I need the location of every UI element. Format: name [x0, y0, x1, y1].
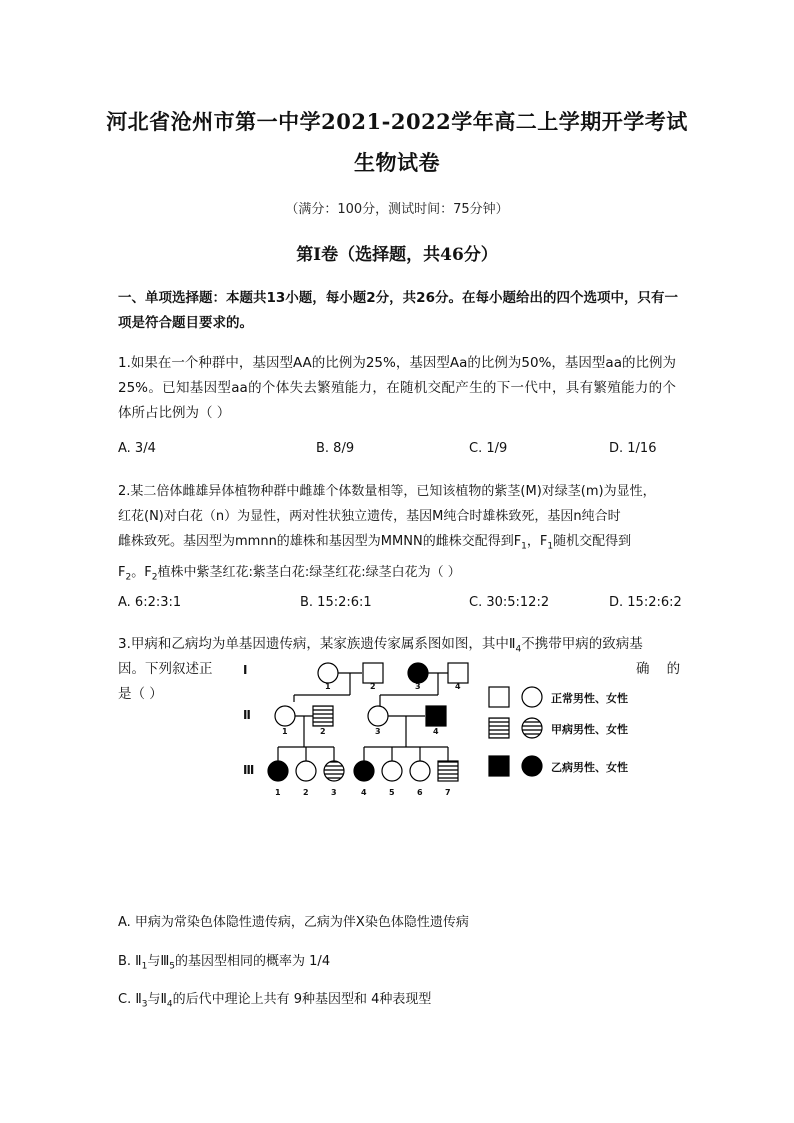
gen3-num-4: 4: [361, 788, 367, 797]
gen-label-3: Ⅲ: [243, 763, 255, 777]
question-3-option-b: B. $Ⅱ_1$与$Ⅲ_5$的基因型相同的概率为 1/4: [118, 954, 331, 972]
gen2-male-4: [426, 706, 446, 726]
question-1-option-d: D. 1/16: [609, 441, 657, 456]
gen2-num-3: 3: [375, 727, 381, 736]
gen3-female-1: [268, 761, 288, 781]
question-2-option-b: B. 15:2:6:1: [300, 595, 372, 610]
gen3-num-3: 3: [331, 788, 337, 797]
exam-title-line1: 河北省沧州市第一中学2021-2022学年高二上学期开学考试: [106, 109, 688, 134]
gen2-female-3: [368, 706, 388, 726]
gen3-num-6: 6: [417, 788, 423, 797]
legend-normal-label: 正常男性、女性: [551, 692, 628, 705]
question-3-line2b: 确 的: [636, 661, 681, 677]
gen-label-1: Ⅰ: [243, 663, 248, 677]
gen1-male-2: [363, 663, 383, 683]
question-2-option-c: C. 30:5:12:2: [469, 595, 550, 610]
gen3-num-2: 2: [303, 788, 309, 797]
question-2-line1: 2.某二倍体雌雄异体植物种群中雌雄个体数量相等，已知该植物的紫茎(M)对绿茎(m)为显性，: [118, 484, 656, 499]
question-2-option-a: A. 6:2:3:1: [118, 595, 182, 610]
gen1-num-3: 3: [415, 682, 421, 691]
gen3-num-5: 5: [389, 788, 395, 797]
gen2-num-1: 1: [282, 727, 288, 736]
legend-disease-a-male: [489, 718, 509, 738]
gen1-male-4: [448, 663, 468, 683]
gen3-female-3: [324, 761, 344, 781]
question-3-line1: 3.甲病和乙病均为单基因遗传病，某家族遗传家属系图如图，其中$Ⅱ_4$不携带甲病的致病基: [118, 636, 643, 655]
legend-disease-b-label: 乙病男性、女性: [551, 761, 628, 774]
section-intro: 一、单项选择题：本题共13小题，每小题2分，共26分。在每小题给出的四个选项中，只有一项是符合题目要求的。: [118, 290, 678, 331]
legend-disease-b-male: [489, 756, 509, 776]
question-2-option-d: D. 15:2:6:2: [609, 595, 682, 610]
legend-disease-a-label: 甲病男性、女性: [551, 723, 628, 736]
legend-disease-b-female: [522, 756, 542, 776]
gen3-num-7: 7: [445, 788, 451, 797]
gen3-male-7: [438, 761, 458, 781]
question-3-option-c: C. $Ⅱ_3$与$Ⅱ_4$的后代中理论上共有 9种基因型和 4种表现型: [118, 992, 432, 1010]
exam-title-line2: 生物试卷: [354, 150, 440, 175]
gen1-female-1: [318, 663, 338, 683]
gen3-female-5: [382, 761, 402, 781]
question-2-line4: $F_2$。$F_2$植株中紫茎红花:紫茎白花:绿茎红花:绿茎白花为（ ）: [118, 564, 461, 583]
gen3-female-4: [354, 761, 374, 781]
exam-info: （满分：100分，测试时间：75分钟）: [285, 202, 509, 217]
part-title: 第Ⅰ卷（选择题，共46分）: [296, 245, 498, 265]
gen1-num-4: 4: [455, 682, 461, 691]
gen3-female-2: [296, 761, 316, 781]
question-1-option-c: C. 1/9: [469, 441, 508, 456]
question-1-option-b: B. 8/9: [316, 441, 355, 456]
gen1-num-2: 2: [370, 682, 376, 691]
gen-label-2: Ⅱ: [243, 708, 251, 722]
gen2-female-1: [275, 706, 295, 726]
legend-normal-female: [522, 687, 542, 707]
question-3-option-a: A. 甲病为常染色体隐性遗传病，乙病为伴X染色体隐性遗传病: [118, 915, 469, 930]
gen2-num-4: 4: [433, 727, 439, 736]
gen1-female-3: [408, 663, 428, 683]
question-3-line2a: 因。下列叙述正: [118, 661, 213, 677]
gen2-num-2: 2: [320, 727, 326, 736]
question-3-line3: 是（ ）: [118, 686, 163, 702]
question-1-stem: 1.如果在一个种群中，基因型AA的比例为25%，基因型Aa的比例为50%，基因型aa的比例为25%。已知基因型aa的个体失去繁殖能力，在随机交配产生的下一代中，具有繁殖能力的个体所占比例为（ ）: [118, 355, 676, 421]
question-2-line2: 红花(N)对白花（n）为显性，两对性状独立遗传，基因M纯合时雄株致死，基因n纯合时: [118, 509, 621, 524]
gen3-female-6: [410, 761, 430, 781]
question-1-option-a: A. 3/4: [118, 441, 156, 456]
gen2-male-2: [313, 706, 333, 726]
gen1-num-1: 1: [325, 682, 331, 691]
question-2-line3: 雌株致死。基因型为mmnn的雄株和基因型为MMNN的雌株交配得到$F_1$，$F_1$随机交配得到: [118, 534, 632, 552]
legend-normal-male: [489, 687, 509, 707]
legend-disease-a-female: [522, 718, 542, 738]
gen3-num-1: 1: [275, 788, 281, 797]
